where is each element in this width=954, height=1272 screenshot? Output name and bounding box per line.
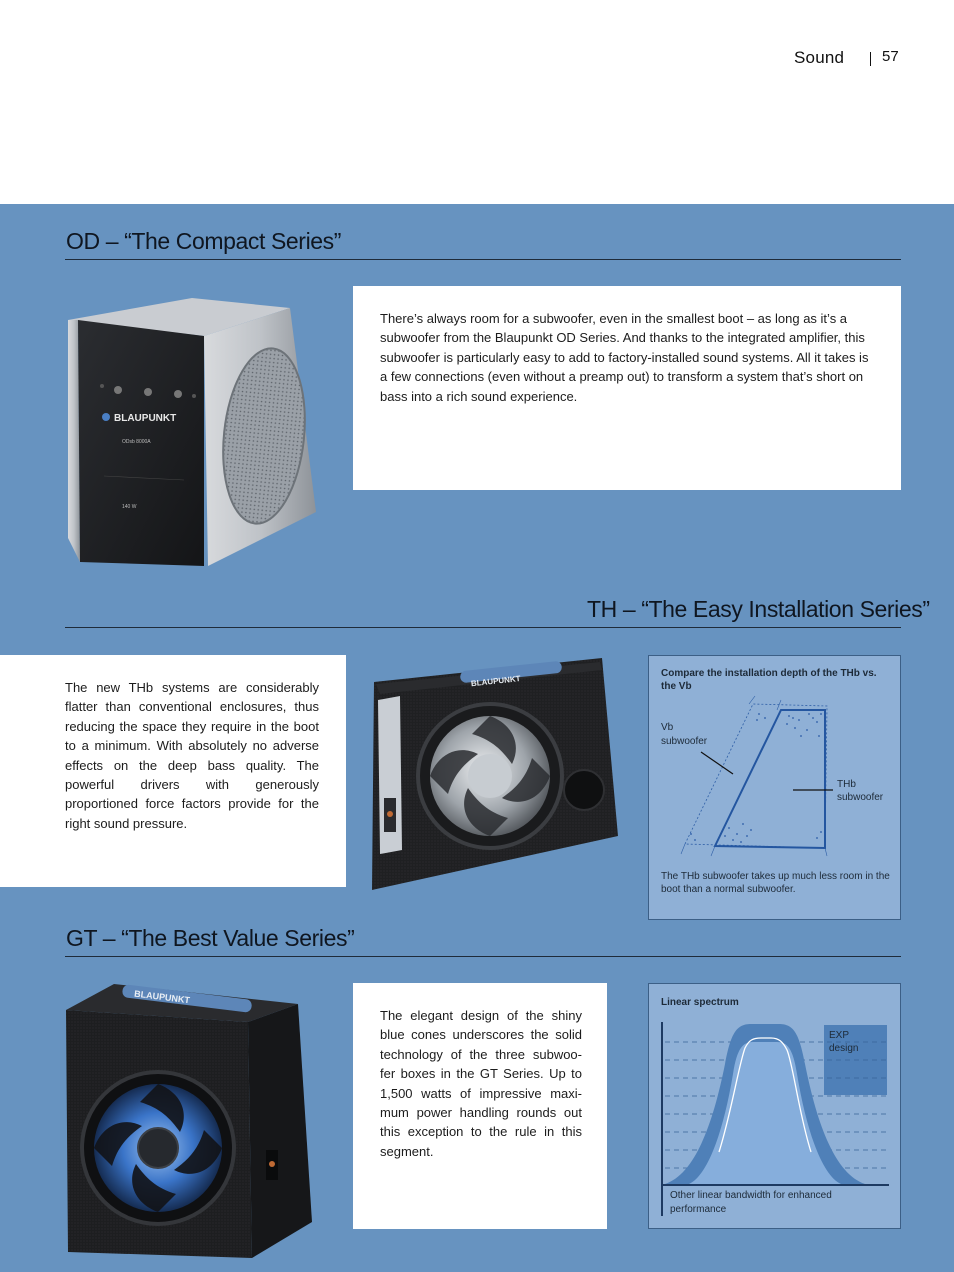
gt-subwoofer-image — [62, 982, 318, 1258]
gt-title-rule — [65, 956, 901, 957]
gt-spectrum-box — [648, 983, 901, 1229]
od-description-box — [353, 286, 901, 490]
exp-label-line1: EXP — [829, 1030, 850, 1041]
content-panel — [0, 204, 954, 1272]
spectrum-title: Linear spectrum — [661, 997, 739, 1008]
th-title-rule — [65, 627, 901, 628]
gt-description-box — [353, 983, 607, 1229]
gt-brand-logo: BLAUPUNKT — [133, 988, 191, 1006]
th-description-box — [0, 655, 346, 887]
od-power-text: 140 W — [122, 504, 137, 510]
gt-desc-line-3: technology of the three subwoo- — [380, 1046, 582, 1062]
gt-desc-line-5: 1,500 watts of impressive maxi- — [380, 1085, 582, 1101]
gt-series-title: GT – “The Best Value Series” — [66, 925, 355, 951]
od-description: There’s always room for a subwoofer, even in the smallest boot – as long as it’s a subwoofer from the Blaupunkt OD Series. And thanks to the integrated amplifier, this subwoofer is particularly easy to add to factory-installed sound systems. All it takes is a few connections (even without a preamp out) to transform a system that’s short on bass into a rich sound experience. — [380, 311, 869, 404]
thb-label-line1: THb — [837, 779, 856, 790]
gt-desc-line-2: blue cones underscores the solid — [380, 1027, 582, 1043]
od-brand-logo: BLAUPUNKT — [114, 413, 177, 424]
th-description: The new THb systems are considerably flatter than conventional enclosures, thus reducing the space they require in the boot to a minimum. With absolutely no adverse effects on the deep bass quality. The powerful drivers with generously proportioned force factors provide for the right sound pressure. — [65, 680, 319, 831]
section-name: Sound — [794, 48, 845, 67]
header-divider — [870, 52, 871, 66]
gt-desc-line-8: segment. — [380, 1143, 434, 1159]
spectrum-caption-line2: performance — [670, 1204, 727, 1215]
gt-description — [380, 1006, 582, 1161]
page-number: 57 — [882, 48, 899, 65]
th-diagram-title: Compare the installation depth of the THb vs. the Vb — [661, 668, 877, 692]
th-diagram-caption: The THb subwoofer takes up much less room in the boot than a normal subwoofer. — [661, 871, 890, 895]
gt-desc-line-7: this exception to the rule in this — [380, 1124, 582, 1140]
od-model-text: ODsb 8000A — [122, 439, 151, 445]
od-series-title: OD – “The Compact Series” — [66, 228, 342, 254]
gt-desc-line-6: mum power handling rounds out — [380, 1105, 582, 1121]
vb-label-line2: subwoofer — [661, 736, 708, 747]
th-brand-logo: BLAUPUNKT — [470, 674, 521, 689]
gt-desc-line-1: The elegant design of the shiny — [380, 1008, 582, 1023]
od-title-rule — [65, 259, 901, 260]
page-header — [0, 40, 954, 80]
th-series-title: TH – “The Easy Installation Series” — [587, 596, 930, 622]
th-subwoofer-image — [362, 654, 622, 890]
exp-label-line2: design — [829, 1043, 859, 1054]
gt-desc-line-4: fer boxes in the GT Series. Up to — [380, 1066, 582, 1082]
od-subwoofer-image — [64, 296, 324, 566]
th-depth-diagram-box — [648, 655, 901, 920]
spectrum-caption-line1: Other linear bandwidth for enhanced — [670, 1190, 832, 1201]
vb-label-line1: Vb — [661, 722, 674, 733]
thb-label-line2: subwoofer — [837, 792, 884, 803]
